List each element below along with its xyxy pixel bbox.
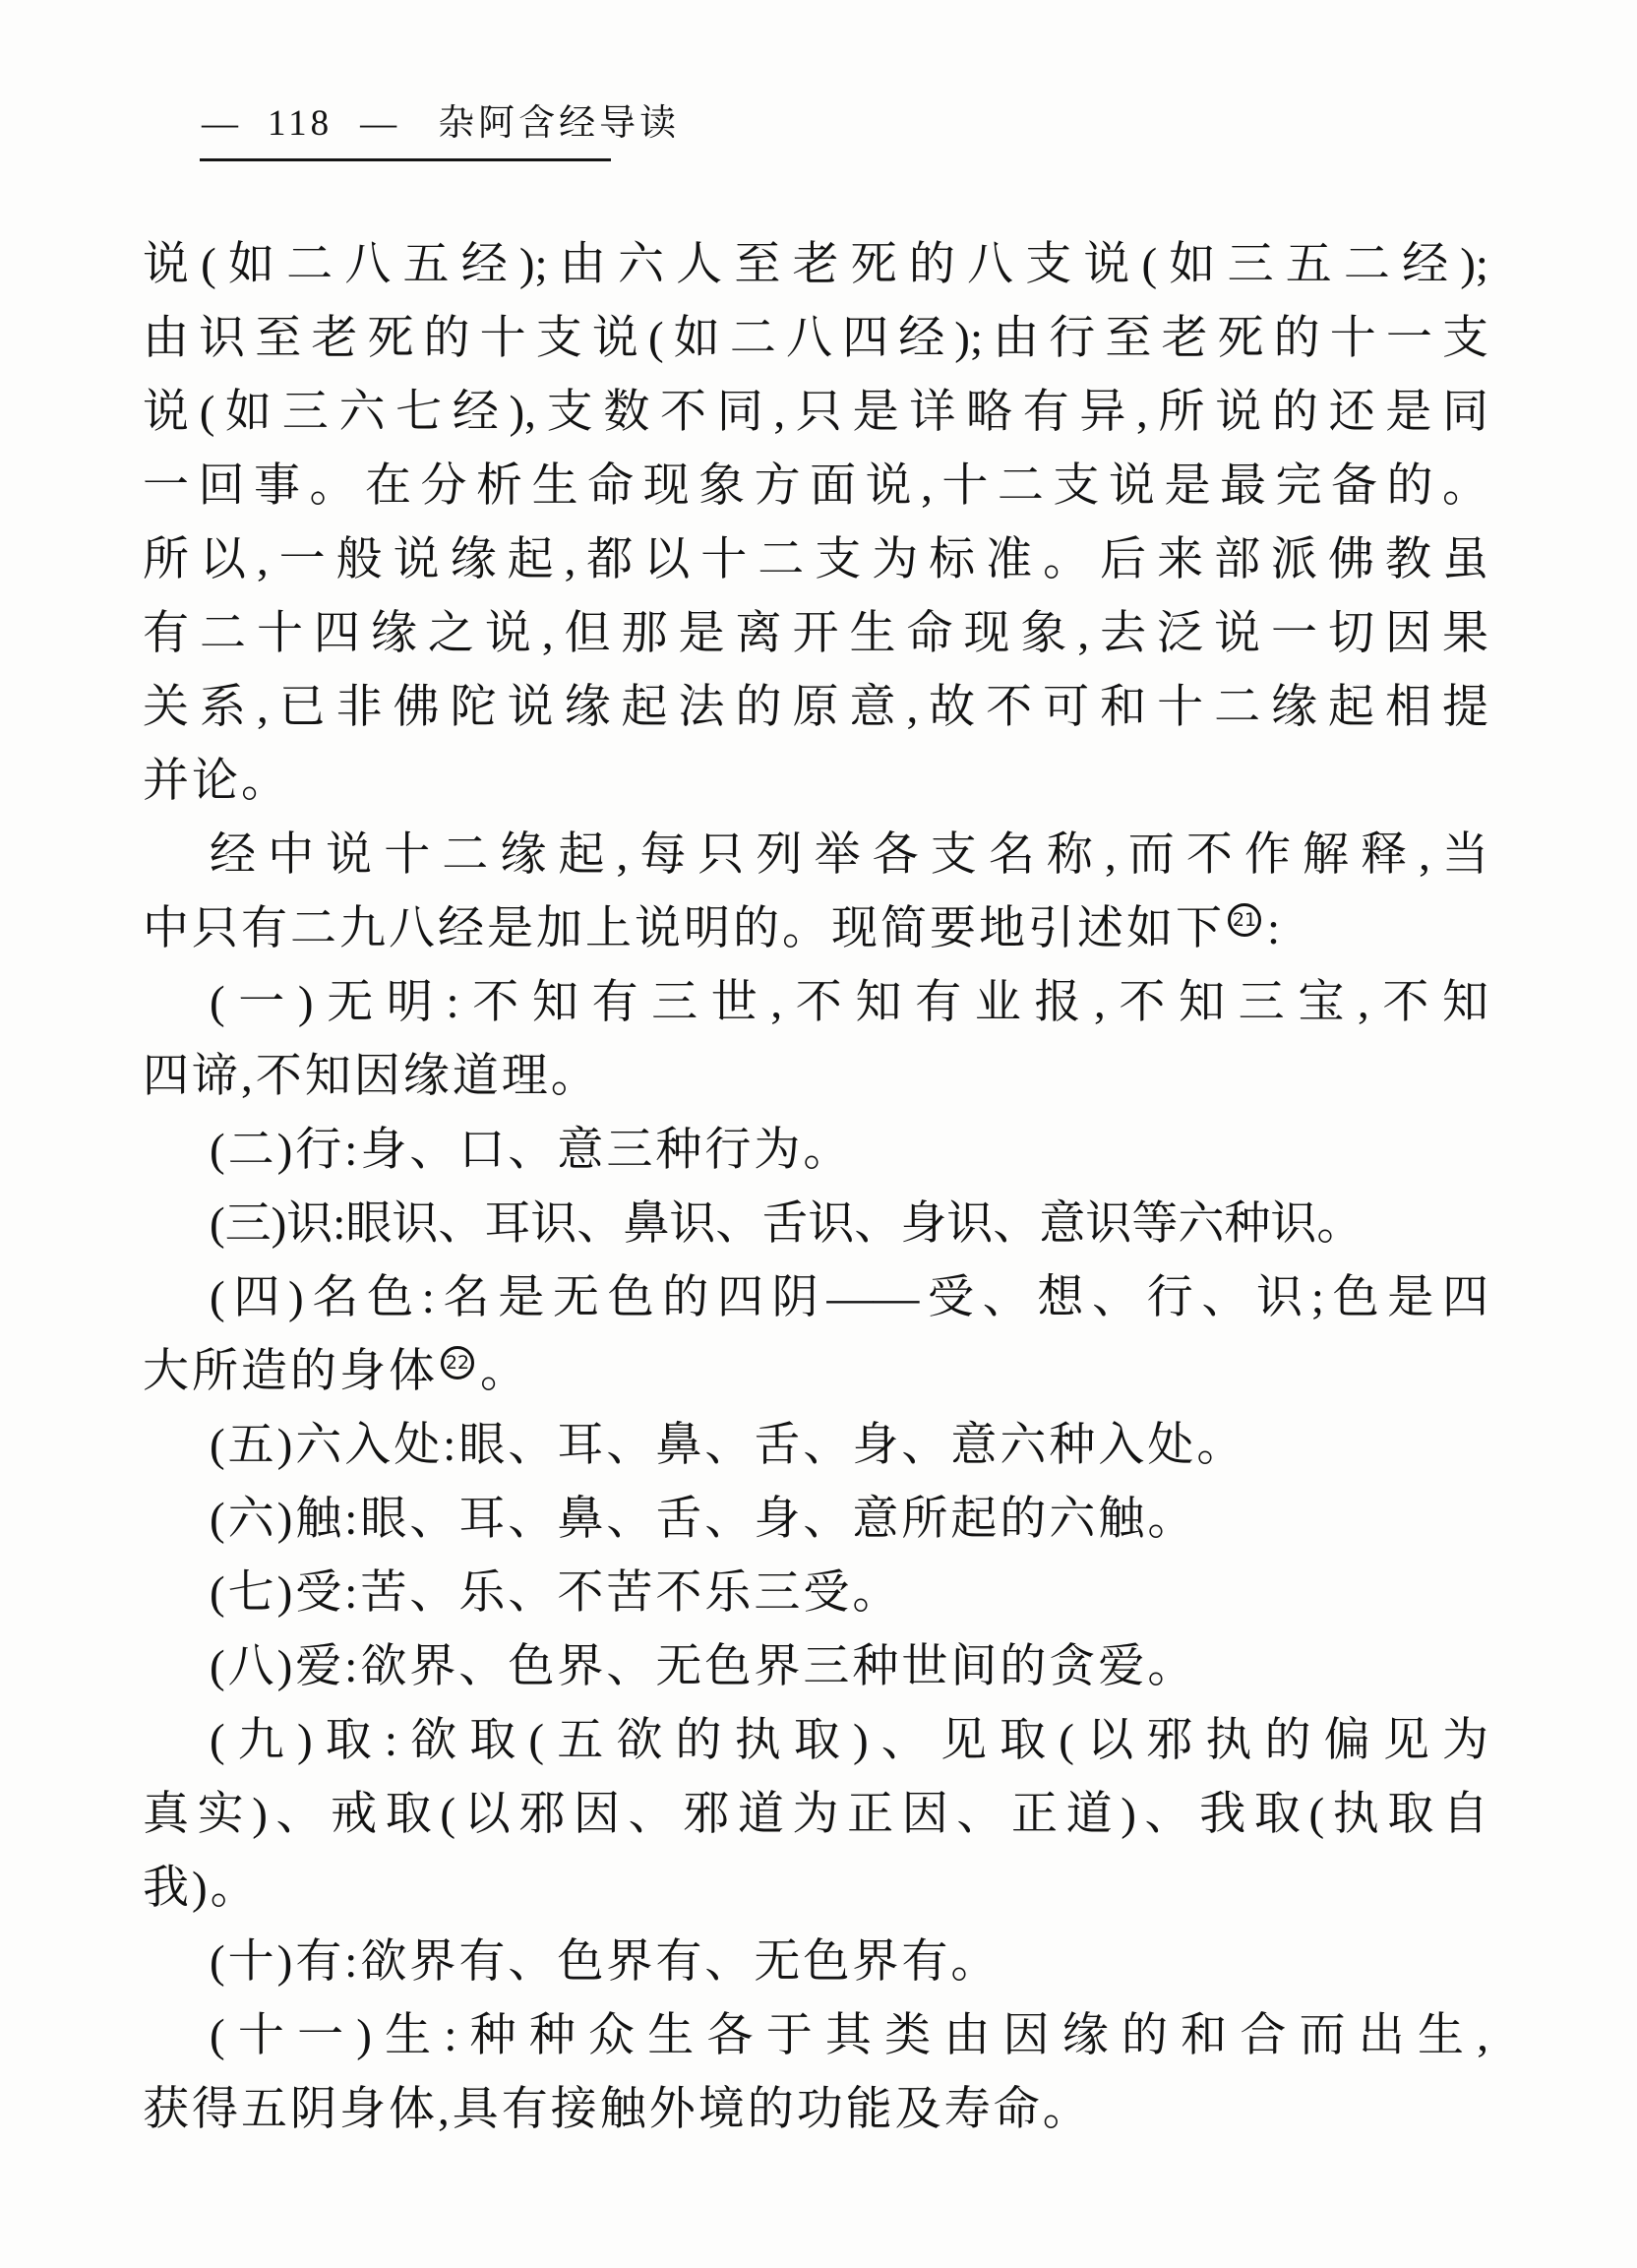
text-line: (十)有:欲界有、色界有、无色界有。 (210, 1936, 1000, 1988)
text-line: (六)触:眼、耳、鼻、舌、身、意所起的六触。 (210, 1494, 1197, 1545)
text-line: 获得五阴身体,具有接触外境的功能及寿命。 (143, 2084, 1092, 2135)
footnote-ref-22: 22 (441, 1346, 474, 1379)
text-line: 说(如三六七经),支数不同,只是详略有异,所说的还是同 (143, 387, 1488, 438)
header-rule (200, 158, 611, 161)
text-line: (五)六入处:眼、耳、鼻、舌、身、意六种入处。 (210, 1420, 1246, 1471)
text-line: (二)行:身、口、意三种行为。 (210, 1125, 853, 1176)
text-line: 真实)、戒取(以邪因、邪道为正因、正道)、我取(执取自 (143, 1789, 1488, 1840)
text-line: (七)受:苦、乐、不苦不乐三受。 (210, 1567, 902, 1619)
page-number: 118 (268, 103, 333, 144)
text-line: (一)无明:不知有三世,不知有业报,不知三宝,不知 (210, 977, 1488, 1028)
text-line: 有二十四缘之说,但那是离开生命现象,去泛说一切因果 (143, 608, 1488, 659)
text-line: 经中说十二缘起,每只列举各支名称,而不作解释,当 (210, 829, 1488, 881)
header-dash-left: — (202, 103, 240, 144)
text-line: (四)名色:名是无色的四阴——受、想、行、识;色是四 (210, 1272, 1488, 1323)
text-line: 说(如二八五经);由六人至老死的八支说(如三五二经); (143, 239, 1488, 290)
text-line: 关系,已非佛陀说缘起法的原意,故不可和十二缘起相提 (143, 682, 1488, 733)
text-line: 所以,一般说缘起,都以十二支为标准。后来部派佛教虽 (143, 534, 1488, 585)
text-line: 四谛,不知因缘道理。 (143, 1051, 600, 1102)
text-line: 一回事。在分析生命现象方面说,十二支说是最完备的。 (143, 460, 1488, 512)
line-text: 大所造的身体 (143, 1346, 438, 1397)
line-text: 中只有二九八经是加上说明的。现简要地引述如下 (143, 903, 1225, 954)
text-line (143, 892, 1488, 966)
header-dash-right: — (360, 103, 399, 144)
text-line: 由识至老死的十支说(如二八四经);由行至老死的十一支 (143, 313, 1488, 364)
text-line: (三)识:眼识、耳识、鼻识、舌识、身识、意识等六种识。 (210, 1198, 1364, 1250)
text-line: (八)爱:欲界、色界、无色界三种世间的贪爱。 (210, 1641, 1197, 1692)
body-text (143, 228, 1488, 2147)
text-line (143, 1335, 1488, 1409)
text-line: (十一)生:种种众生各于其类由因缘的和合而出生, (210, 2010, 1488, 2061)
text-line: 我)。 (143, 1863, 260, 1914)
line-text: : (1267, 903, 1284, 954)
text-line: (九)取:欲取(五欲的执取)、见取(以邪执的偏见为 (210, 1715, 1488, 1766)
line-text: 。 (480, 1346, 529, 1397)
footnote-ref-21: 21 (1228, 903, 1261, 937)
page-header (202, 100, 680, 148)
book-title: 杂阿含经导读 (438, 103, 681, 144)
text-line: 并论。 (143, 756, 290, 807)
